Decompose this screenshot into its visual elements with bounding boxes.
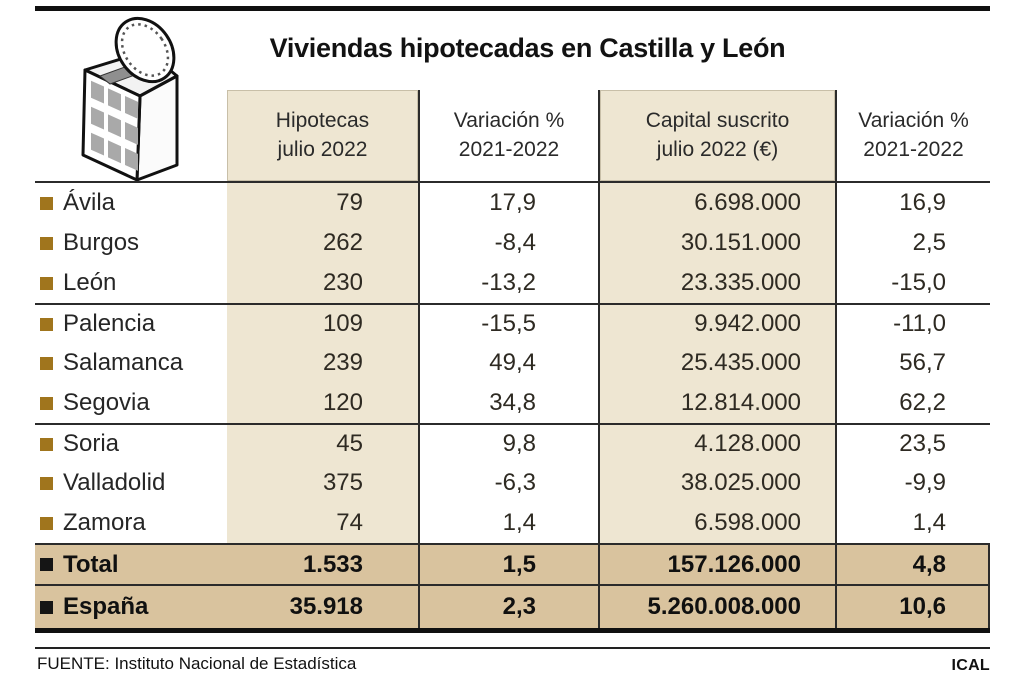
hipotecas-cell: 375: [227, 463, 420, 503]
variacion1-cell: -13,2: [420, 263, 600, 303]
variacion2-cell: 1,4: [912, 509, 946, 536]
capital-cell: 23.335.000: [600, 263, 837, 303]
header-variacion-1: [420, 90, 600, 181]
hipotecas-cell: 239: [227, 343, 420, 383]
variacion1-cell: 2,3: [420, 586, 600, 628]
square-bullet-icon: [40, 237, 53, 250]
hipotecas-cell: 262: [227, 223, 420, 263]
square-bullet-icon: [40, 357, 53, 370]
province-cell: [35, 425, 227, 463]
table-row-zamora: [35, 503, 990, 543]
espana-label: España: [63, 593, 149, 620]
espana-cell: [35, 586, 227, 628]
variacion2-cell: -9,9: [904, 469, 946, 496]
page-title: Viviendas hipotecadas en Castilla y León: [269, 33, 786, 64]
footer-rule: [35, 647, 990, 649]
variacion2-cell: 16,9: [899, 189, 946, 216]
province-label: Valladolid: [63, 469, 166, 496]
capital-cell: 9.942.000: [600, 305, 837, 343]
header-capital: [600, 90, 837, 181]
header-line: julio 2022: [277, 137, 368, 161]
table-row-burgos: [35, 223, 990, 263]
province-cell: [35, 305, 227, 343]
variacion2-cell: -11,0: [893, 310, 946, 337]
table-row-segovia: [35, 383, 990, 423]
capital-cell: 30.151.000: [600, 223, 837, 263]
square-bullet-icon: [40, 318, 53, 331]
capital-cell: 5.260.008.000: [600, 586, 837, 628]
capital-cell: 12.814.000: [600, 383, 837, 423]
credit-text: ICAL: [951, 657, 990, 674]
square-bullet-icon: [40, 517, 53, 530]
variacion1-cell: 1,5: [420, 545, 600, 584]
province-label: Soria: [63, 430, 120, 457]
variacion2-cell: 62,2: [899, 389, 946, 416]
square-bullet-icon: [40, 601, 53, 614]
square-bullet-icon: [40, 477, 53, 490]
hipotecas-cell: 45: [227, 425, 420, 463]
hipotecas-cell: 120: [227, 383, 420, 423]
province-label: León: [63, 269, 117, 296]
square-bullet-icon: [40, 438, 53, 451]
capital-cell: 6.698.000: [600, 183, 837, 223]
province-cell: [35, 383, 227, 423]
capital-cell: 38.025.000: [600, 463, 837, 503]
table-row-palencia: [35, 303, 990, 343]
header-line: julio 2022 (€): [656, 137, 779, 161]
province-cell: [35, 503, 227, 543]
header-variacion-2: [837, 90, 990, 181]
square-bullet-icon: [40, 197, 53, 210]
hipotecas-cell: 35.918: [227, 586, 420, 628]
variacion1-cell: 17,9: [420, 183, 600, 223]
province-label: Ávila: [63, 189, 116, 216]
variacion1-cell: 34,8: [420, 383, 600, 423]
variacion2-cell: 2,5: [912, 229, 946, 256]
province-label: Zamora: [63, 509, 146, 536]
variacion2-cell: 10,6: [899, 593, 946, 620]
variacion2-cell: 23,5: [899, 430, 946, 457]
hipotecas-cell: 230: [227, 263, 420, 303]
variacion2-cell: -15,0: [891, 269, 946, 296]
header-hipotecas: [227, 90, 420, 181]
variacion1-cell: -8,4: [420, 223, 600, 263]
total-label: Total: [63, 550, 119, 578]
square-bullet-icon: [40, 397, 53, 410]
province-label: Segovia: [63, 389, 150, 416]
variacion1-cell: 1,4: [420, 503, 600, 543]
province-cell: [35, 263, 227, 303]
table-header-row: [35, 90, 990, 183]
province-label: Salamanca: [63, 349, 184, 376]
header-line: Variación %: [453, 109, 565, 133]
table-row-valladolid: [35, 463, 990, 503]
square-bullet-icon: [40, 277, 53, 290]
top-rule: [35, 6, 990, 11]
variacion1-cell: 49,4: [420, 343, 600, 383]
header-line: 2021-2022: [458, 137, 560, 161]
total-cell: [35, 545, 227, 584]
header-empty: [35, 90, 227, 181]
hipotecas-cell: 1.533: [227, 545, 420, 584]
hipotecas-cell: 74: [227, 503, 420, 543]
table-row-avila: [35, 183, 990, 223]
variacion1-cell: -6,3: [420, 463, 600, 503]
variacion2-cell: 4,8: [912, 550, 946, 578]
table-row-total: [35, 543, 990, 584]
square-bullet-icon: [40, 558, 53, 571]
data-table: [35, 90, 990, 633]
capital-cell: 157.126.000: [600, 545, 837, 584]
header-line: Capital suscrito: [645, 109, 790, 133]
table-row-leon: [35, 263, 990, 303]
header-line: 2021-2022: [863, 137, 964, 161]
province-cell: [35, 343, 227, 383]
province-cell: [35, 463, 227, 503]
table-row-salamanca: [35, 343, 990, 383]
capital-cell: 6.598.000: [600, 503, 837, 543]
capital-cell: 4.128.000: [600, 425, 837, 463]
header-line: Hipotecas: [275, 109, 370, 133]
hipotecas-cell: 79: [227, 183, 420, 223]
hipotecas-cell: 109: [227, 305, 420, 343]
variacion1-cell: 9,8: [420, 425, 600, 463]
province-cell: [35, 223, 227, 263]
capital-cell: 25.435.000: [600, 343, 837, 383]
table-row-soria: [35, 423, 990, 463]
province-label: Burgos: [63, 229, 140, 256]
header-line: Variación %: [858, 109, 969, 133]
province-cell: [35, 183, 227, 223]
table-row-espana: [35, 584, 990, 628]
variacion1-cell: -15,5: [420, 305, 600, 343]
variacion2-cell: 56,7: [899, 349, 946, 376]
province-label: Palencia: [63, 310, 156, 337]
source-text: FUENTE: Instituto Nacional de Estadística: [37, 654, 357, 673]
